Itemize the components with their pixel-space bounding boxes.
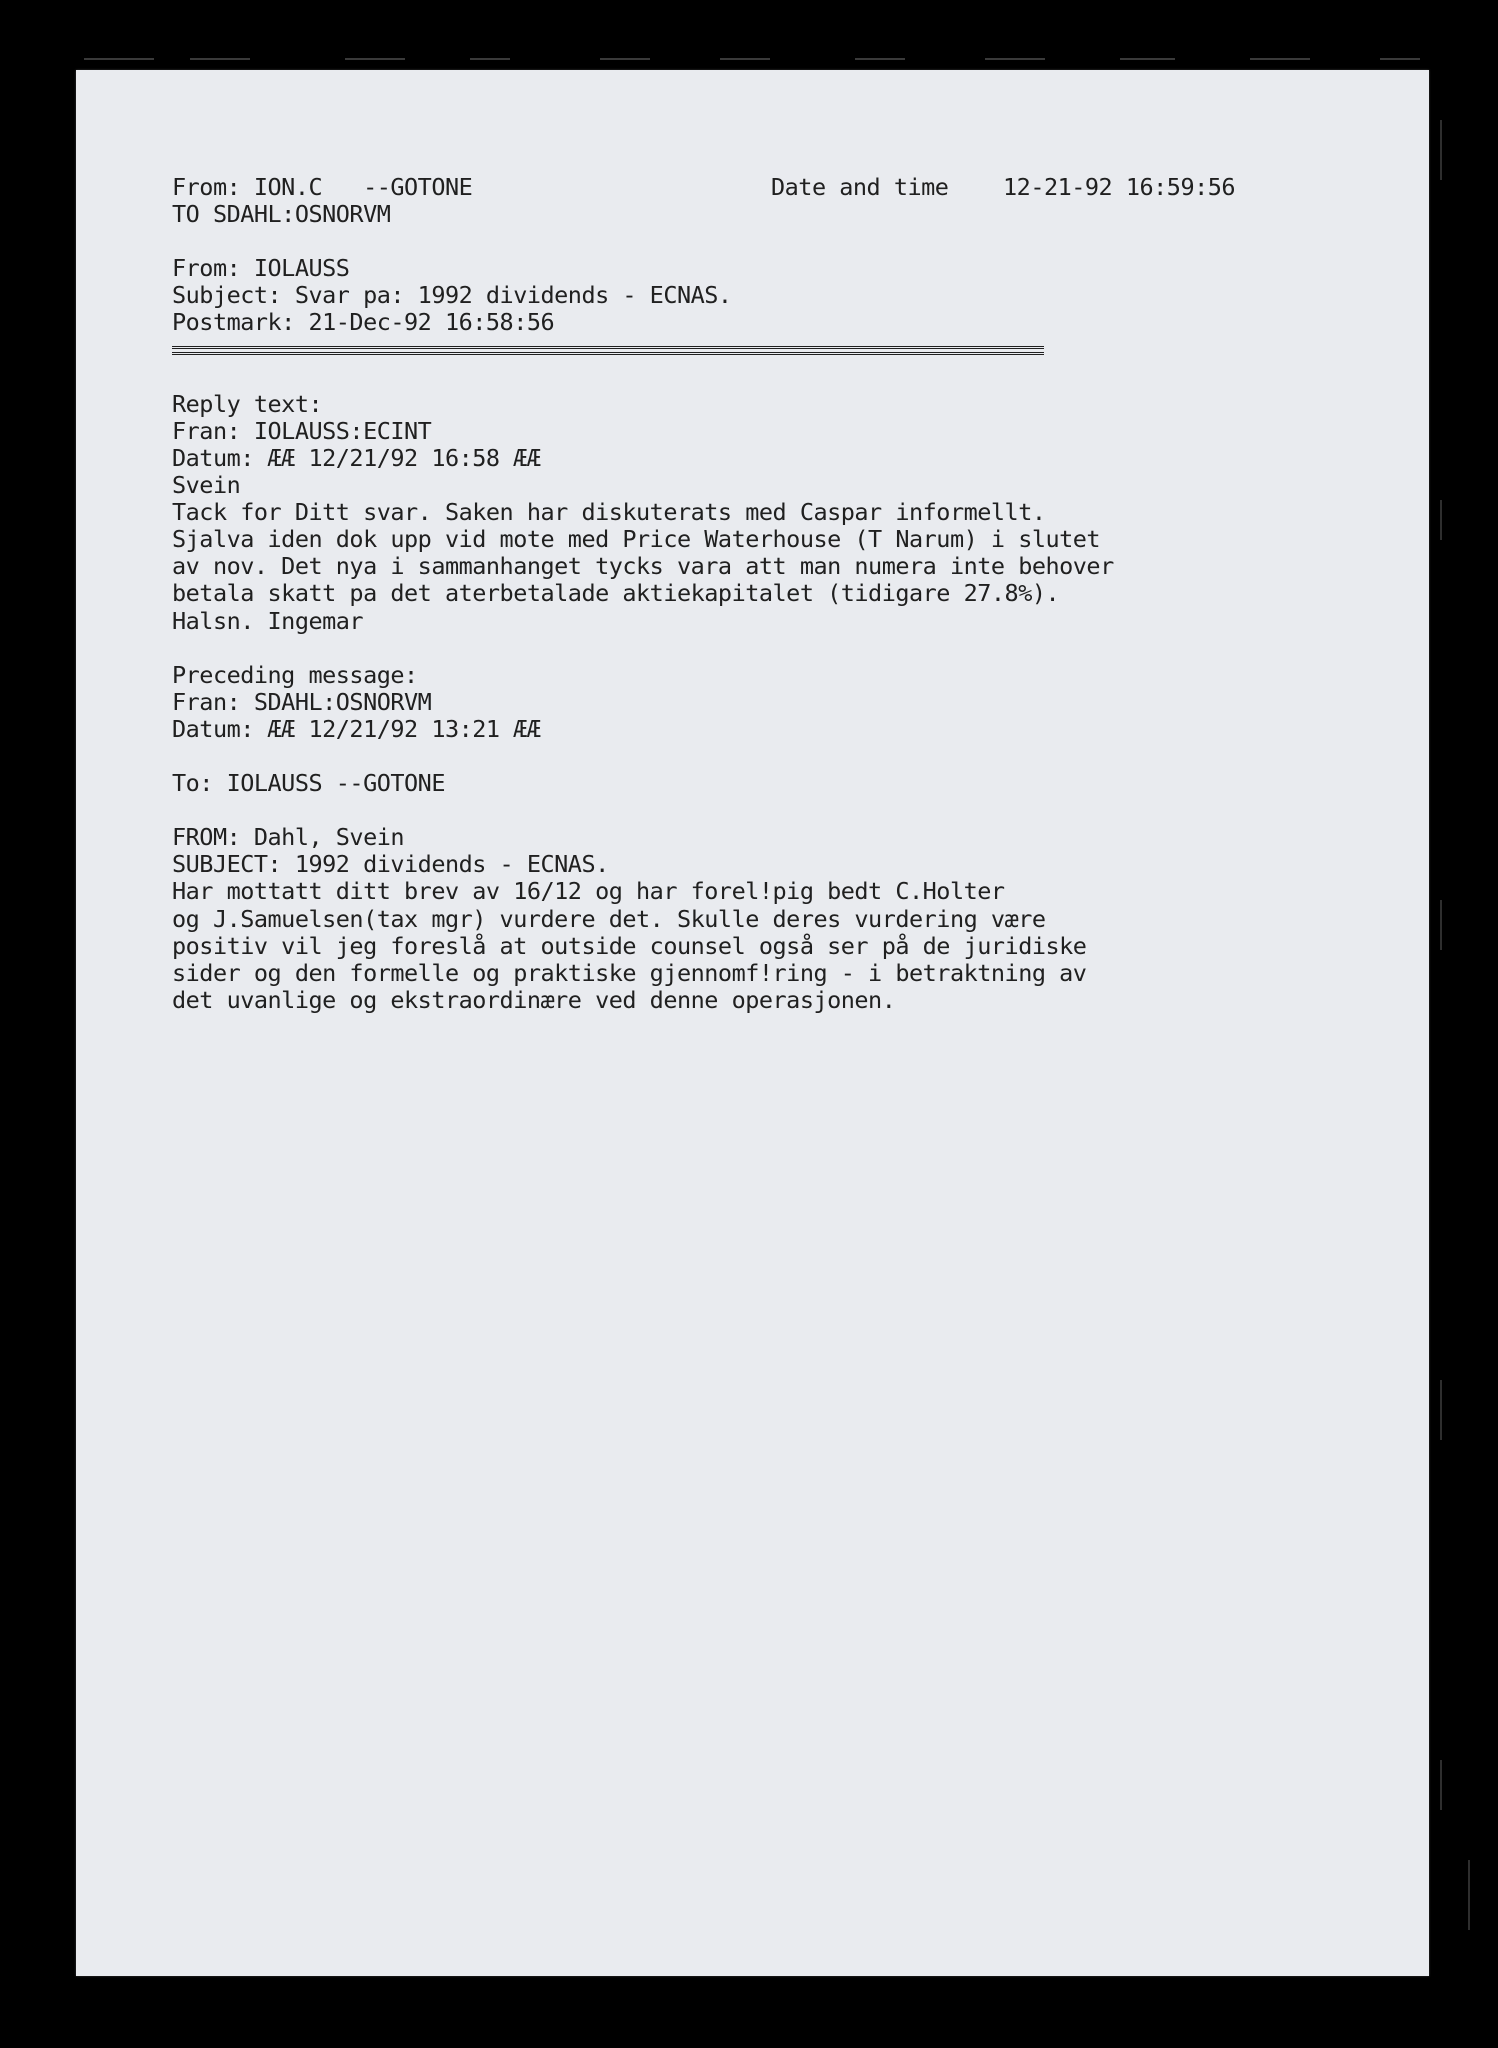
preceding-body-line: og J.Samuelsen(tax mgr) vurdere det. Skulle deres vurdering være	[172, 904, 1046, 933]
reply-heading: Reply text:	[172, 389, 323, 418]
message-postmark: Postmark: 21-Dec-92 16:58:56	[172, 308, 555, 337]
separator-rule	[172, 337, 1332, 364]
preceding-body-line: det uvanlige og ekstraordinære ved denne operasjonen.	[172, 985, 896, 1014]
header-row	[172, 174, 1332, 201]
reply-body-line: Svein	[172, 471, 241, 500]
spacer	[172, 743, 1332, 770]
reply-body-line: av nov. Det nya i sammanhanget tycks vara att man numera inte behover	[172, 552, 1114, 581]
reply-datum: Datum: ÆÆ 12/21/92 16:58 ÆÆ	[172, 443, 541, 472]
preceding-to: To: IOLAUSS --GOTONE	[172, 769, 445, 798]
message-subject: Subject: Svar pa: 1992 dividends - ECNAS.	[172, 281, 732, 310]
preceding-body-line: Har mottatt ditt brev av 16/12 og har forel!pig bedt C.Holter	[172, 877, 1005, 906]
spacer	[172, 228, 1332, 255]
header-from: From: ION.C --GOTONE	[172, 173, 473, 201]
preceding-datum: Datum: ÆÆ 12/21/92 13:21 ÆÆ	[172, 714, 541, 743]
scan-edge-marks	[0, 58, 1498, 64]
preceding-heading: Preceding message:	[172, 660, 418, 689]
preceding-from: FROM: Dahl, Svein	[172, 823, 405, 852]
header-date-time: Date and time 12-21-92 16:59:56	[771, 173, 1236, 201]
reply-body-line: Tack for Ditt svar. Saken har diskuterats med Caspar informellt.	[172, 498, 1046, 527]
preceding-fran: Fran: SDAHL:OSNORVM	[172, 687, 432, 716]
reply-body-line: Sjalva iden dok upp vid mote med Price Waterhouse (T Narum) i slutet	[172, 525, 1101, 554]
reply-body-line: Halsn. Ingemar	[172, 606, 364, 635]
preceding-subject: SUBJECT: 1992 dividends - ECNAS.	[172, 850, 609, 879]
preceding-body-line: positiv vil jeg foreslå at outside counsel også ser på de juridiske	[172, 931, 1087, 960]
spacer	[172, 635, 1332, 662]
spacer	[172, 797, 1332, 824]
paper-sheet	[76, 70, 1429, 1976]
preceding-body-line: sider og den formelle og praktiske gjennomf!ring - i betraktning av	[172, 958, 1087, 987]
message-from: From: IOLAUSS	[172, 254, 350, 283]
email-printout	[172, 174, 1332, 1014]
reply-fran: Fran: IOLAUSS:ECINT	[172, 416, 432, 445]
header-to: TO SDAHL:OSNORVM	[172, 200, 391, 229]
reply-body-line: betala skatt pa det aterbetalade aktiekapitalet (tidigare 27.8%).	[172, 579, 1060, 608]
double-line-divider	[172, 346, 1044, 355]
spacer	[172, 364, 1332, 391]
